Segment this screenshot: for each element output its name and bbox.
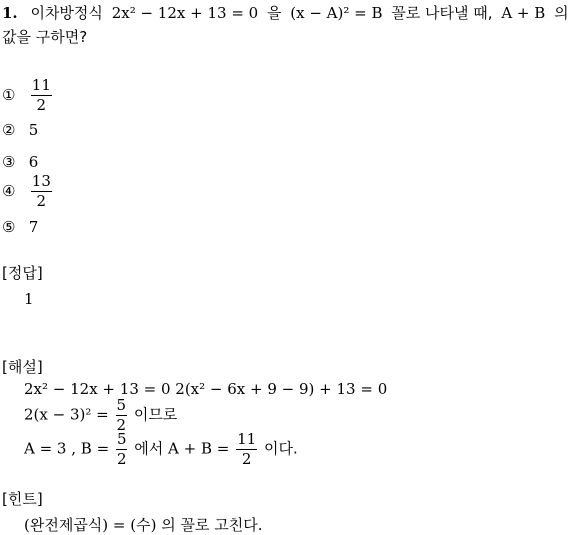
solution-line-3-tail: 이다.: [263, 439, 298, 458]
hint-text: (완전제곱식) = (수) 의 꼴로 고친다.: [24, 516, 263, 534]
question-line-1: [2, 2, 569, 23]
option-4[interactable]: [2, 174, 54, 209]
question-equation: 2x² − 12x + 13 = 0: [111, 4, 259, 22]
solution-line-3-a: A = 3 , B =: [24, 439, 110, 458]
option-1-label: ①: [2, 85, 16, 104]
option-3[interactable]: [2, 153, 38, 171]
option-2-value: 5: [28, 121, 39, 139]
question-text-c: 꼴로 나타낼 때,: [391, 4, 493, 22]
solution-line-3-denominator-2: 2: [241, 450, 252, 468]
option-3-label: ③: [2, 153, 16, 171]
option-4-numerator: 13: [31, 172, 51, 190]
solution-line-1: 2x² − 12x + 13 = 0 2(x² − 6x + 9 − 9) + 13 = 0: [24, 380, 388, 398]
option-5-label: ⑤: [2, 218, 16, 236]
option-1-fraction: [31, 78, 52, 113]
solution-line-2: [24, 398, 177, 433]
option-4-label: ④: [2, 181, 16, 200]
solution-line-3-denominator-1: 2: [116, 450, 127, 468]
question-sum: A + B: [501, 4, 546, 22]
option-4-denominator: 2: [36, 192, 47, 210]
solution-line-2-tail: 이므로: [133, 405, 178, 424]
option-2[interactable]: [2, 121, 38, 139]
solution-line-2-numerator: 5: [116, 396, 127, 414]
question-line-2: 값을 구하면?: [2, 28, 88, 46]
solution-line-2-expr: 2(x − 3)² =: [24, 405, 109, 424]
option-1-numerator: 11: [31, 76, 51, 94]
question-text-d: 의: [554, 4, 569, 22]
solution-line-2-fraction: [116, 398, 128, 433]
answer-heading: [정답]: [2, 264, 43, 282]
solution-line-3: [24, 432, 298, 467]
solution-line-3-numerator-2: 11: [237, 430, 257, 448]
question-text-b: 을: [266, 4, 282, 22]
solution-heading: [해설]: [2, 358, 43, 376]
question-text-a: 이차방정식: [30, 4, 103, 22]
solution-line-3-fraction-2: [236, 432, 257, 467]
question-number: 1.: [2, 4, 18, 22]
hint-heading: [힌트]: [2, 490, 43, 508]
option-5[interactable]: [2, 218, 38, 236]
solution-line-3-numerator-1: 5: [116, 430, 127, 448]
answer-value: 1: [24, 290, 34, 308]
option-2-label: ②: [2, 121, 16, 139]
solution-line-3-fraction-1: [116, 432, 128, 467]
option-1[interactable]: [2, 78, 54, 113]
option-1-denominator: 2: [36, 96, 47, 114]
solution-line-3-mid: 에서 A + B =: [134, 439, 230, 458]
option-4-fraction: [31, 174, 52, 209]
option-5-value: 7: [28, 218, 39, 236]
solution-line-2-denominator: 2: [116, 416, 127, 434]
option-3-value: 6: [28, 153, 39, 171]
question-form: (x − A)² = B: [290, 4, 383, 22]
